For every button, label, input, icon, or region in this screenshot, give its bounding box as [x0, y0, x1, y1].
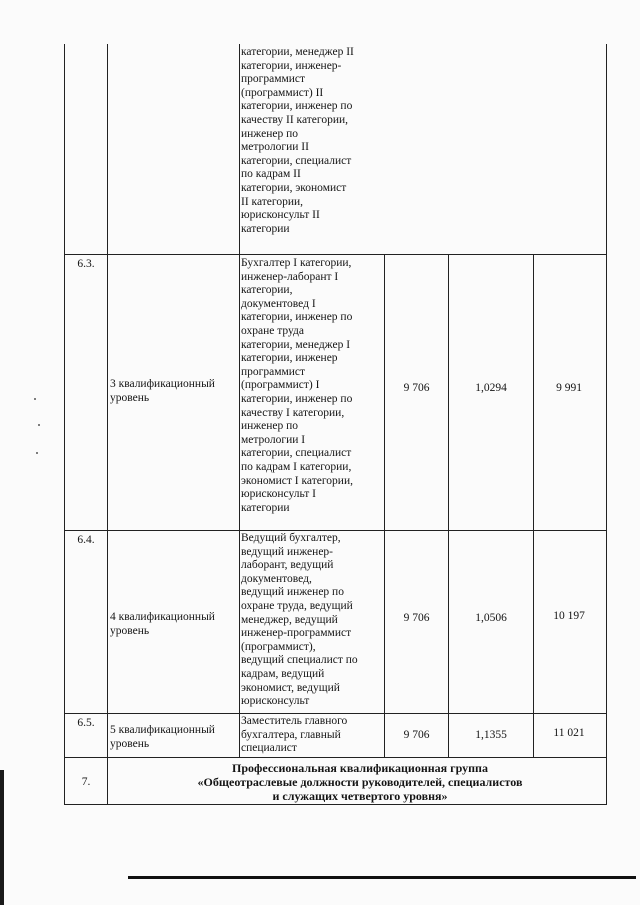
row-positions: [241, 46, 381, 236]
position-line: документовед I: [241, 297, 316, 310]
position-line: бухгалтера, главный: [241, 728, 341, 741]
position-line: специалист: [241, 742, 297, 755]
position-line: категории: [241, 222, 290, 235]
position-line: менеджер, ведущий: [241, 613, 338, 626]
row-divider: [64, 254, 607, 255]
position-line: инженер-лаборант I: [241, 270, 339, 283]
position-line: по кадрам II: [241, 168, 301, 181]
position-line: инженер по: [241, 127, 298, 140]
position-line: категории, инженер по: [241, 100, 353, 113]
table-border-left: [64, 44, 65, 804]
base-salary: 9 706: [403, 729, 430, 741]
position-line: документовед,: [241, 572, 312, 585]
qualification-level: 5 квалификационный уровень: [110, 724, 215, 750]
position-line: юрисконсульт II: [241, 209, 320, 222]
scan-speck: [34, 398, 36, 400]
position-line: категории, инженер по: [241, 392, 353, 405]
row-number: 6.3.: [77, 258, 95, 270]
position-line: категории, инженер-: [241, 59, 342, 72]
scan-speck: [38, 424, 40, 426]
position-line: юрисконсульт I: [241, 488, 316, 501]
position-line: категории: [241, 501, 290, 514]
position-line: ведущий инженер-: [241, 545, 333, 558]
qualification-level: 3 квалификационный уровень: [110, 378, 215, 404]
total-salary: 9 991: [556, 382, 582, 394]
row-number: 6.5.: [77, 717, 95, 729]
position-line: инженер по: [241, 420, 298, 433]
position-line: Бухгалтер I категории,: [241, 257, 352, 269]
group-title: [110, 761, 610, 803]
table-border-right: [606, 44, 607, 804]
group-title-line: Профессиональная квалификационная группа: [232, 761, 488, 775]
position-line: ведущий специалист по: [241, 654, 358, 667]
total-salary: 11 021: [553, 727, 585, 739]
position-line: качеству I категории,: [241, 406, 345, 419]
scan-edge-bar: [128, 876, 636, 879]
row-positions: [241, 257, 381, 515]
row-positions: [241, 532, 381, 709]
row-number: 6.4.: [77, 534, 95, 546]
position-line: экономист I категории,: [241, 474, 353, 487]
column-divider: [384, 254, 385, 757]
position-line: Ведущий бухгалтер,: [241, 532, 341, 544]
column-divider: [448, 254, 449, 757]
table-border-bottom: [64, 804, 607, 805]
row-divider: [64, 530, 607, 531]
position-line: категории, инженер: [241, 352, 338, 365]
position-line: категории, инженер по: [241, 311, 353, 324]
column-divider: [239, 44, 240, 757]
position-line: программист: [241, 73, 306, 86]
position-line: экономист, ведущий: [241, 681, 340, 694]
position-line: (программист) II: [241, 86, 324, 99]
position-line: качеству II категории,: [241, 113, 349, 126]
column-divider: [533, 254, 534, 757]
row-positions: [241, 715, 381, 756]
position-line: категории, экономист: [241, 181, 347, 194]
position-line: II категории,: [241, 195, 303, 208]
coefficient: 1,0294: [475, 382, 507, 394]
base-salary: 9 706: [403, 612, 430, 624]
position-line: Заместитель главного: [241, 715, 348, 727]
position-line: метрологии I: [241, 433, 306, 446]
row-divider: [64, 757, 607, 758]
position-line: по кадрам I категории,: [241, 460, 352, 473]
coefficient: 1,0506: [475, 612, 507, 624]
position-line: охране труда, ведущий: [241, 599, 353, 612]
position-line: юрисконсульт: [241, 695, 310, 708]
scan-edge-shadow: [0, 770, 4, 905]
total-salary: 10 197: [553, 610, 585, 622]
position-line: охране труда: [241, 324, 304, 337]
coefficient: 1,1355: [475, 729, 507, 741]
position-line: (программист),: [241, 640, 316, 653]
position-line: лаборант, ведущий: [241, 559, 334, 572]
position-line: инженер-программист: [241, 627, 352, 640]
position-line: кадрам, ведущий: [241, 667, 325, 680]
scan-speck: [36, 452, 38, 454]
position-line: категории, менеджер II: [241, 46, 354, 58]
position-line: категории, менеджер I: [241, 338, 351, 351]
qualification-level: 4 квалификационный уровень: [110, 611, 215, 637]
position-line: категории,: [241, 284, 293, 297]
group-number: 7.: [81, 776, 91, 788]
group-title-line: «Общеотраслевые должности руководителей, специалистов: [197, 775, 523, 789]
position-line: метрологии II: [241, 141, 309, 154]
position-line: категории, специалист: [241, 154, 352, 167]
position-line: категории, специалист: [241, 447, 352, 460]
group-title-line: и служащих четвертого уровня»: [272, 789, 448, 803]
column-divider: [107, 44, 108, 804]
position-line: ведущий инженер по: [241, 586, 344, 599]
row-divider: [64, 713, 607, 714]
position-line: (программист) I: [241, 379, 320, 392]
position-line: программист: [241, 365, 306, 378]
base-salary: 9 706: [403, 382, 430, 394]
